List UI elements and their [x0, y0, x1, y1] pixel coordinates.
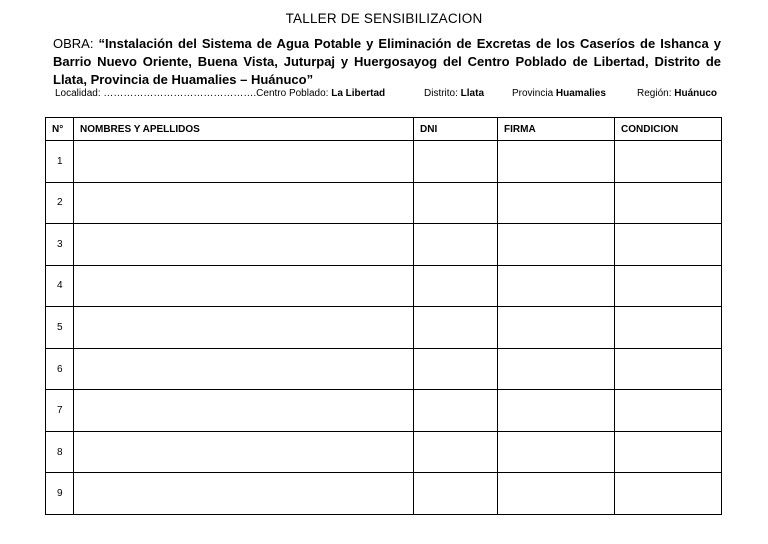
- region-label: Región:: [637, 88, 675, 99]
- signature-cell[interactable]: [498, 431, 615, 473]
- dni-cell[interactable]: [414, 141, 498, 183]
- provincia-value: Huamalies: [555, 88, 606, 99]
- dni-cell[interactable]: [414, 348, 498, 390]
- dni-cell[interactable]: [414, 265, 498, 307]
- names-cell[interactable]: [74, 307, 414, 349]
- table-header-row: [46, 118, 722, 141]
- dni-cell[interactable]: [414, 473, 498, 515]
- names-cell[interactable]: [74, 390, 414, 432]
- table-row: [46, 390, 722, 432]
- condition-cell[interactable]: [615, 390, 722, 432]
- header-names: NOMBRES Y APELLIDOS: [74, 118, 414, 141]
- names-cell[interactable]: [74, 473, 414, 515]
- region-field: [637, 88, 717, 99]
- names-cell[interactable]: [74, 141, 414, 183]
- header-dni: DNI: [414, 118, 498, 141]
- dni-cell[interactable]: [414, 307, 498, 349]
- row-number: 1: [46, 141, 74, 183]
- row-number: 5: [46, 307, 74, 349]
- names-cell[interactable]: [74, 265, 414, 307]
- table-row: [46, 224, 722, 266]
- row-number: 7: [46, 390, 74, 432]
- condition-cell[interactable]: [615, 307, 722, 349]
- table-row: [46, 348, 722, 390]
- condition-cell[interactable]: [615, 265, 722, 307]
- signature-cell[interactable]: [498, 224, 615, 266]
- header-number: N°: [46, 118, 74, 141]
- table-row: [46, 141, 722, 183]
- dni-cell[interactable]: [414, 182, 498, 224]
- row-number: 9: [46, 473, 74, 515]
- page-title: TALLER DE SENSIBILIZACION: [285, 11, 483, 26]
- project-description: [53, 35, 721, 89]
- dni-cell[interactable]: [414, 224, 498, 266]
- row-number: 6: [46, 348, 74, 390]
- dni-cell[interactable]: [414, 431, 498, 473]
- header-condition: CONDICION: [615, 118, 722, 141]
- table-row: [46, 307, 722, 349]
- names-cell[interactable]: [74, 182, 414, 224]
- row-number: 3: [46, 224, 74, 266]
- names-cell[interactable]: [74, 224, 414, 266]
- localidad-label: Localidad: ……………………………………….: [55, 88, 257, 99]
- centro-poblado-label: Centro Poblado:: [256, 88, 332, 99]
- signature-cell[interactable]: [498, 182, 615, 224]
- names-cell[interactable]: [74, 348, 414, 390]
- signature-cell[interactable]: [498, 348, 615, 390]
- condition-cell[interactable]: [615, 431, 722, 473]
- table-row: [46, 473, 722, 515]
- localidad-field: [55, 88, 385, 99]
- attendance-table: [45, 117, 722, 515]
- signature-cell[interactable]: [498, 390, 615, 432]
- dni-cell[interactable]: [414, 390, 498, 432]
- location-row: [55, 88, 717, 102]
- centro-poblado-value: La Libertad: [331, 88, 386, 99]
- table-row: [46, 431, 722, 473]
- obra-label: OBRA:: [53, 36, 94, 51]
- table-row: [46, 265, 722, 307]
- provincia-field: [512, 88, 606, 99]
- obra-text: “Instalación del Sistema de Agua Potable y Eliminación de Excretas de los Caseríos de Ishanca y Barrio Nuevo Oriente, Buena Vista, Juturpaj y Huergosayog del Centro Poblado de Libertad, Distrito de Llata, Provincia de Huamalies – Huánuco”: [53, 36, 721, 87]
- condition-cell[interactable]: [615, 224, 722, 266]
- condition-cell[interactable]: [615, 473, 722, 515]
- region-value: Huánuco: [674, 88, 718, 99]
- signature-cell[interactable]: [498, 265, 615, 307]
- distrito-field: [424, 88, 484, 99]
- names-cell[interactable]: [74, 431, 414, 473]
- row-number: 4: [46, 265, 74, 307]
- condition-cell[interactable]: [615, 141, 722, 183]
- signature-cell[interactable]: [498, 473, 615, 515]
- distrito-value: Llata: [460, 88, 485, 99]
- table-row: [46, 182, 722, 224]
- provincia-label: Provincia: [512, 88, 556, 99]
- distrito-label: Distrito:: [424, 88, 461, 99]
- header-signature: FIRMA: [498, 118, 615, 141]
- condition-cell[interactable]: [615, 182, 722, 224]
- signature-cell[interactable]: [498, 307, 615, 349]
- condition-cell[interactable]: [615, 348, 722, 390]
- row-number: 2: [46, 182, 74, 224]
- row-number: 8: [46, 431, 74, 473]
- signature-cell[interactable]: [498, 141, 615, 183]
